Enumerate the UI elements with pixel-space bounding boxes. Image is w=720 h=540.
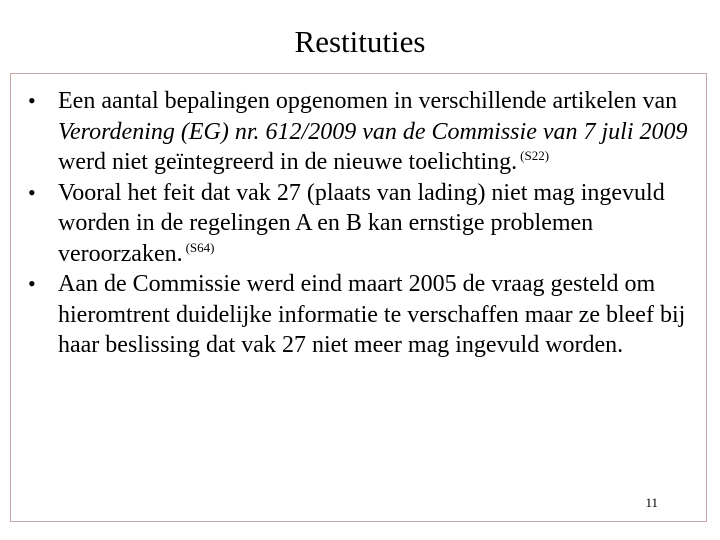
bullet-3-text: Aan de Commissie werd eind maart 2005 de vraag gesteld om hieromtrent duidelijke informatie te verschaffen maar ze bleef bij haar beslissing dat vak 27 niet meer mag ingevuld worden. (58, 271, 686, 358)
source-ref-s22: (S22) (520, 148, 550, 163)
bullet-list (28, 86, 693, 361)
source-ref-s64: (S64) (185, 239, 215, 255)
regulation-reference-italic: Verordening (EG) nr. 612/2009 van de Commissie van 7 juli 2009 (58, 118, 688, 145)
bullet-1-text-after: werd niet geïntegreerd in de nieuwe toelichting. (58, 149, 518, 175)
bullet-item-1 (28, 86, 693, 178)
bullet-marker: • (28, 88, 36, 113)
page-number: 11 (645, 495, 658, 510)
bullet-marker: • (28, 179, 36, 205)
bullet-1-text-before: Een aantal bepalingen opgenomen in verschillende artikelen van (58, 88, 678, 114)
bullet-item-2 (28, 178, 693, 270)
bullet-marker: • (28, 271, 36, 296)
slide-title: Restituties (294, 24, 426, 59)
bullet-2-text: Vooral het feit dat vak 27 (plaats van lading) niet mag ingevuld worden in de regelingen A en B kan ernstige problemen veroorzaken. (58, 179, 665, 267)
bullet-item-3 (28, 269, 693, 361)
